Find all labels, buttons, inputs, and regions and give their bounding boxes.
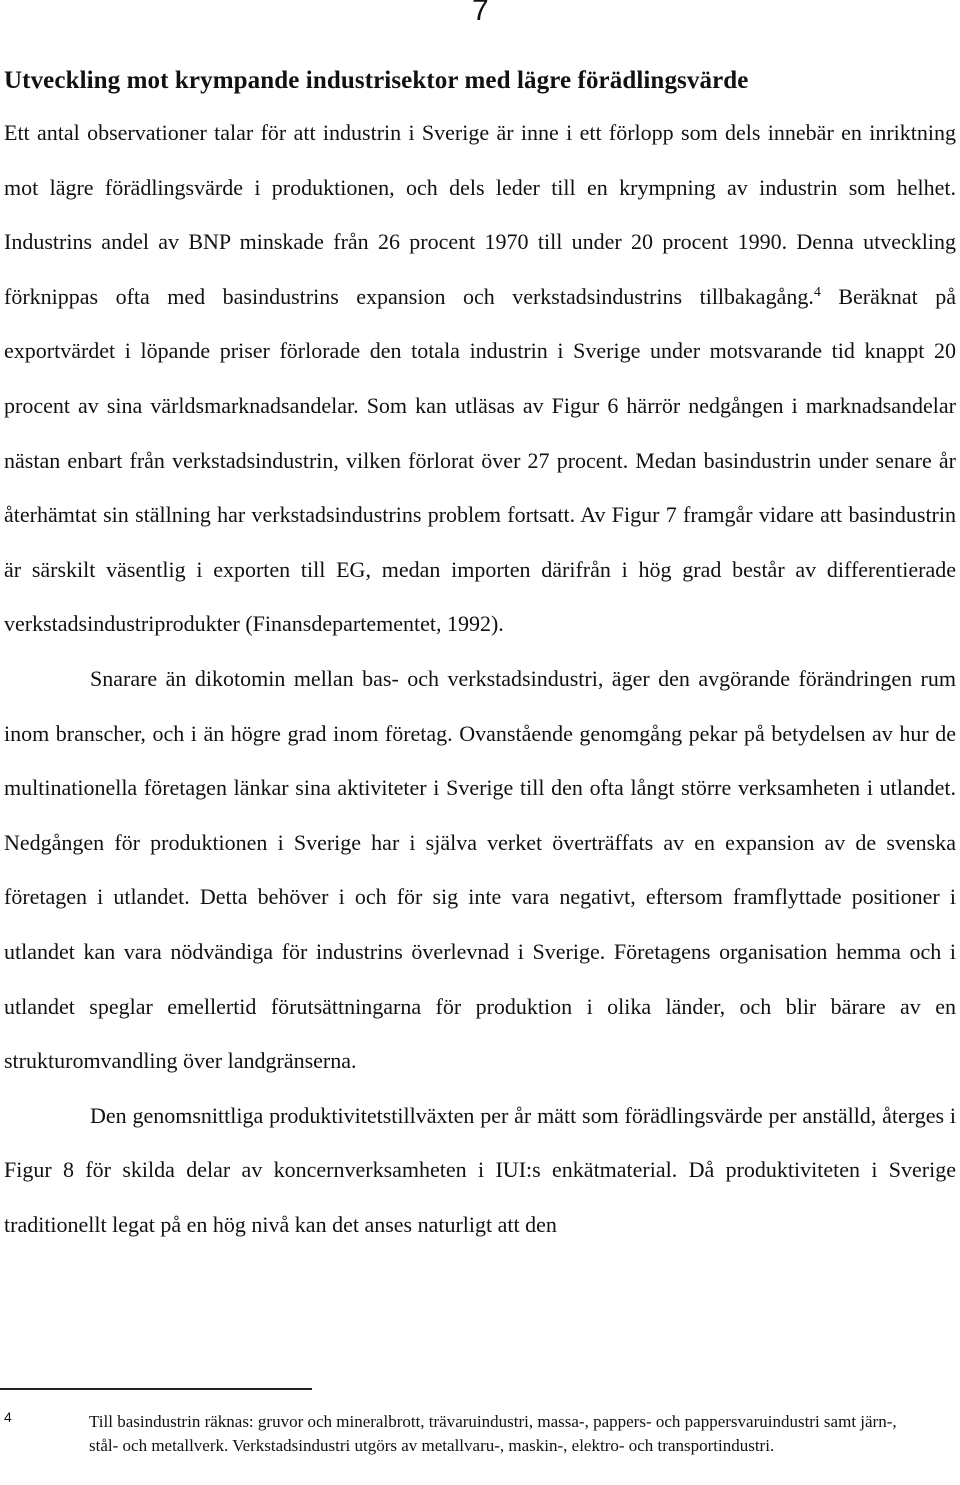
paragraph-1-text-a: Ett antal observationer talar för att industrin i Sverige är inne i ett förlopp som dels innebär en inriktning mot lägre förädlingsvärde i produktionen, och dels leder till en krympning av industrin som helhet. Industrins andel av BNP minskade från 26 procent 1970 till under 20 procent 1990. Denna utveckling förknippas ofta med basindustrins expansion och verkstadsindustrins tillbakagång.: [4, 120, 956, 309]
footnote-marker: 4: [4, 1409, 12, 1425]
footnote-divider: [0, 1388, 312, 1390]
footnote-text: Till basindustrin räknas: gruvor och mineralbrott, trävaruindustri, massa-, pappers- och pappersvaruindustri samt järn-, stål- och metallverk. Verkstadsindustri utgörs av metallvaru-, maskin-, elektro- och transportindustri.: [89, 1412, 897, 1455]
paragraph-2: Snarare än dikotomin mellan bas- och verkstadsindustri, äger den avgörande förändringen rum inom branscher, och i än högre grad inom företag. Ovanstående genomgång pekar på betydelsen av hur de multinationella företagen länkar sina aktiviteter i Sverige till den ofta långt större verksamheten i utlandet. Nedgången för produktionen i Sverige har i själva verket överträffats av en expansion av de svenska företagen i utlandet. Detta behöver i och för sig inte vara negativt, eftersom framflyttade positioner i utlandet kan vara nödvändiga för industrins överlevnad i Sverige. Företagens organisation hemma och i utlandet speglar emellertid förutsättningarna för produktion i olika länder, och blir bärare av en strukturomvandling över landgränserna.: [4, 665, 956, 1074]
page-number: 7: [472, 0, 489, 27]
section-heading: Utveckling mot krympande industrisektor med lägre förädlingsvärde: [4, 67, 749, 94]
body-text: [4, 106, 956, 1252]
paragraph-3: Den genomsnittliga produktivitetstillväxten per år mätt som förädlingsvärde per anställd, återges i Figur 8 för skilda delar av koncernverksamheten i IUI:s enkätmaterial. Då produktiviteten i Sverige traditionellt legat på en hög nivå kan det anses naturligt att den: [4, 1102, 956, 1237]
footnote: [4, 1410, 904, 1457]
paragraph-1-text-b: Beräknat på exportvärdet i löpande priser förlorade den totala industrin i Sverige under motsvarande tid knappt 20 procent av sina världsmarknadsandelar. Som kan utläsas av Figur 6 härrör nedgången i marknadsandelar nästan enbart från verkstadsindustrin, vilken förlorat över 27 procent. Medan basindustrin under senare år återhämtat sin ställning har verkstadsindustrins problem fortsatt. Av Figur 7 framgår vidare att basindustrin är särskilt väsentlig i exporten till EG, medan importen därifrån i hög grad består av differentierade verkstadsindustriprodukter (Finansdepartementet, 1992).: [4, 283, 957, 637]
paragraph-1: [4, 106, 956, 652]
footnote-reference: 4: [813, 284, 821, 300]
